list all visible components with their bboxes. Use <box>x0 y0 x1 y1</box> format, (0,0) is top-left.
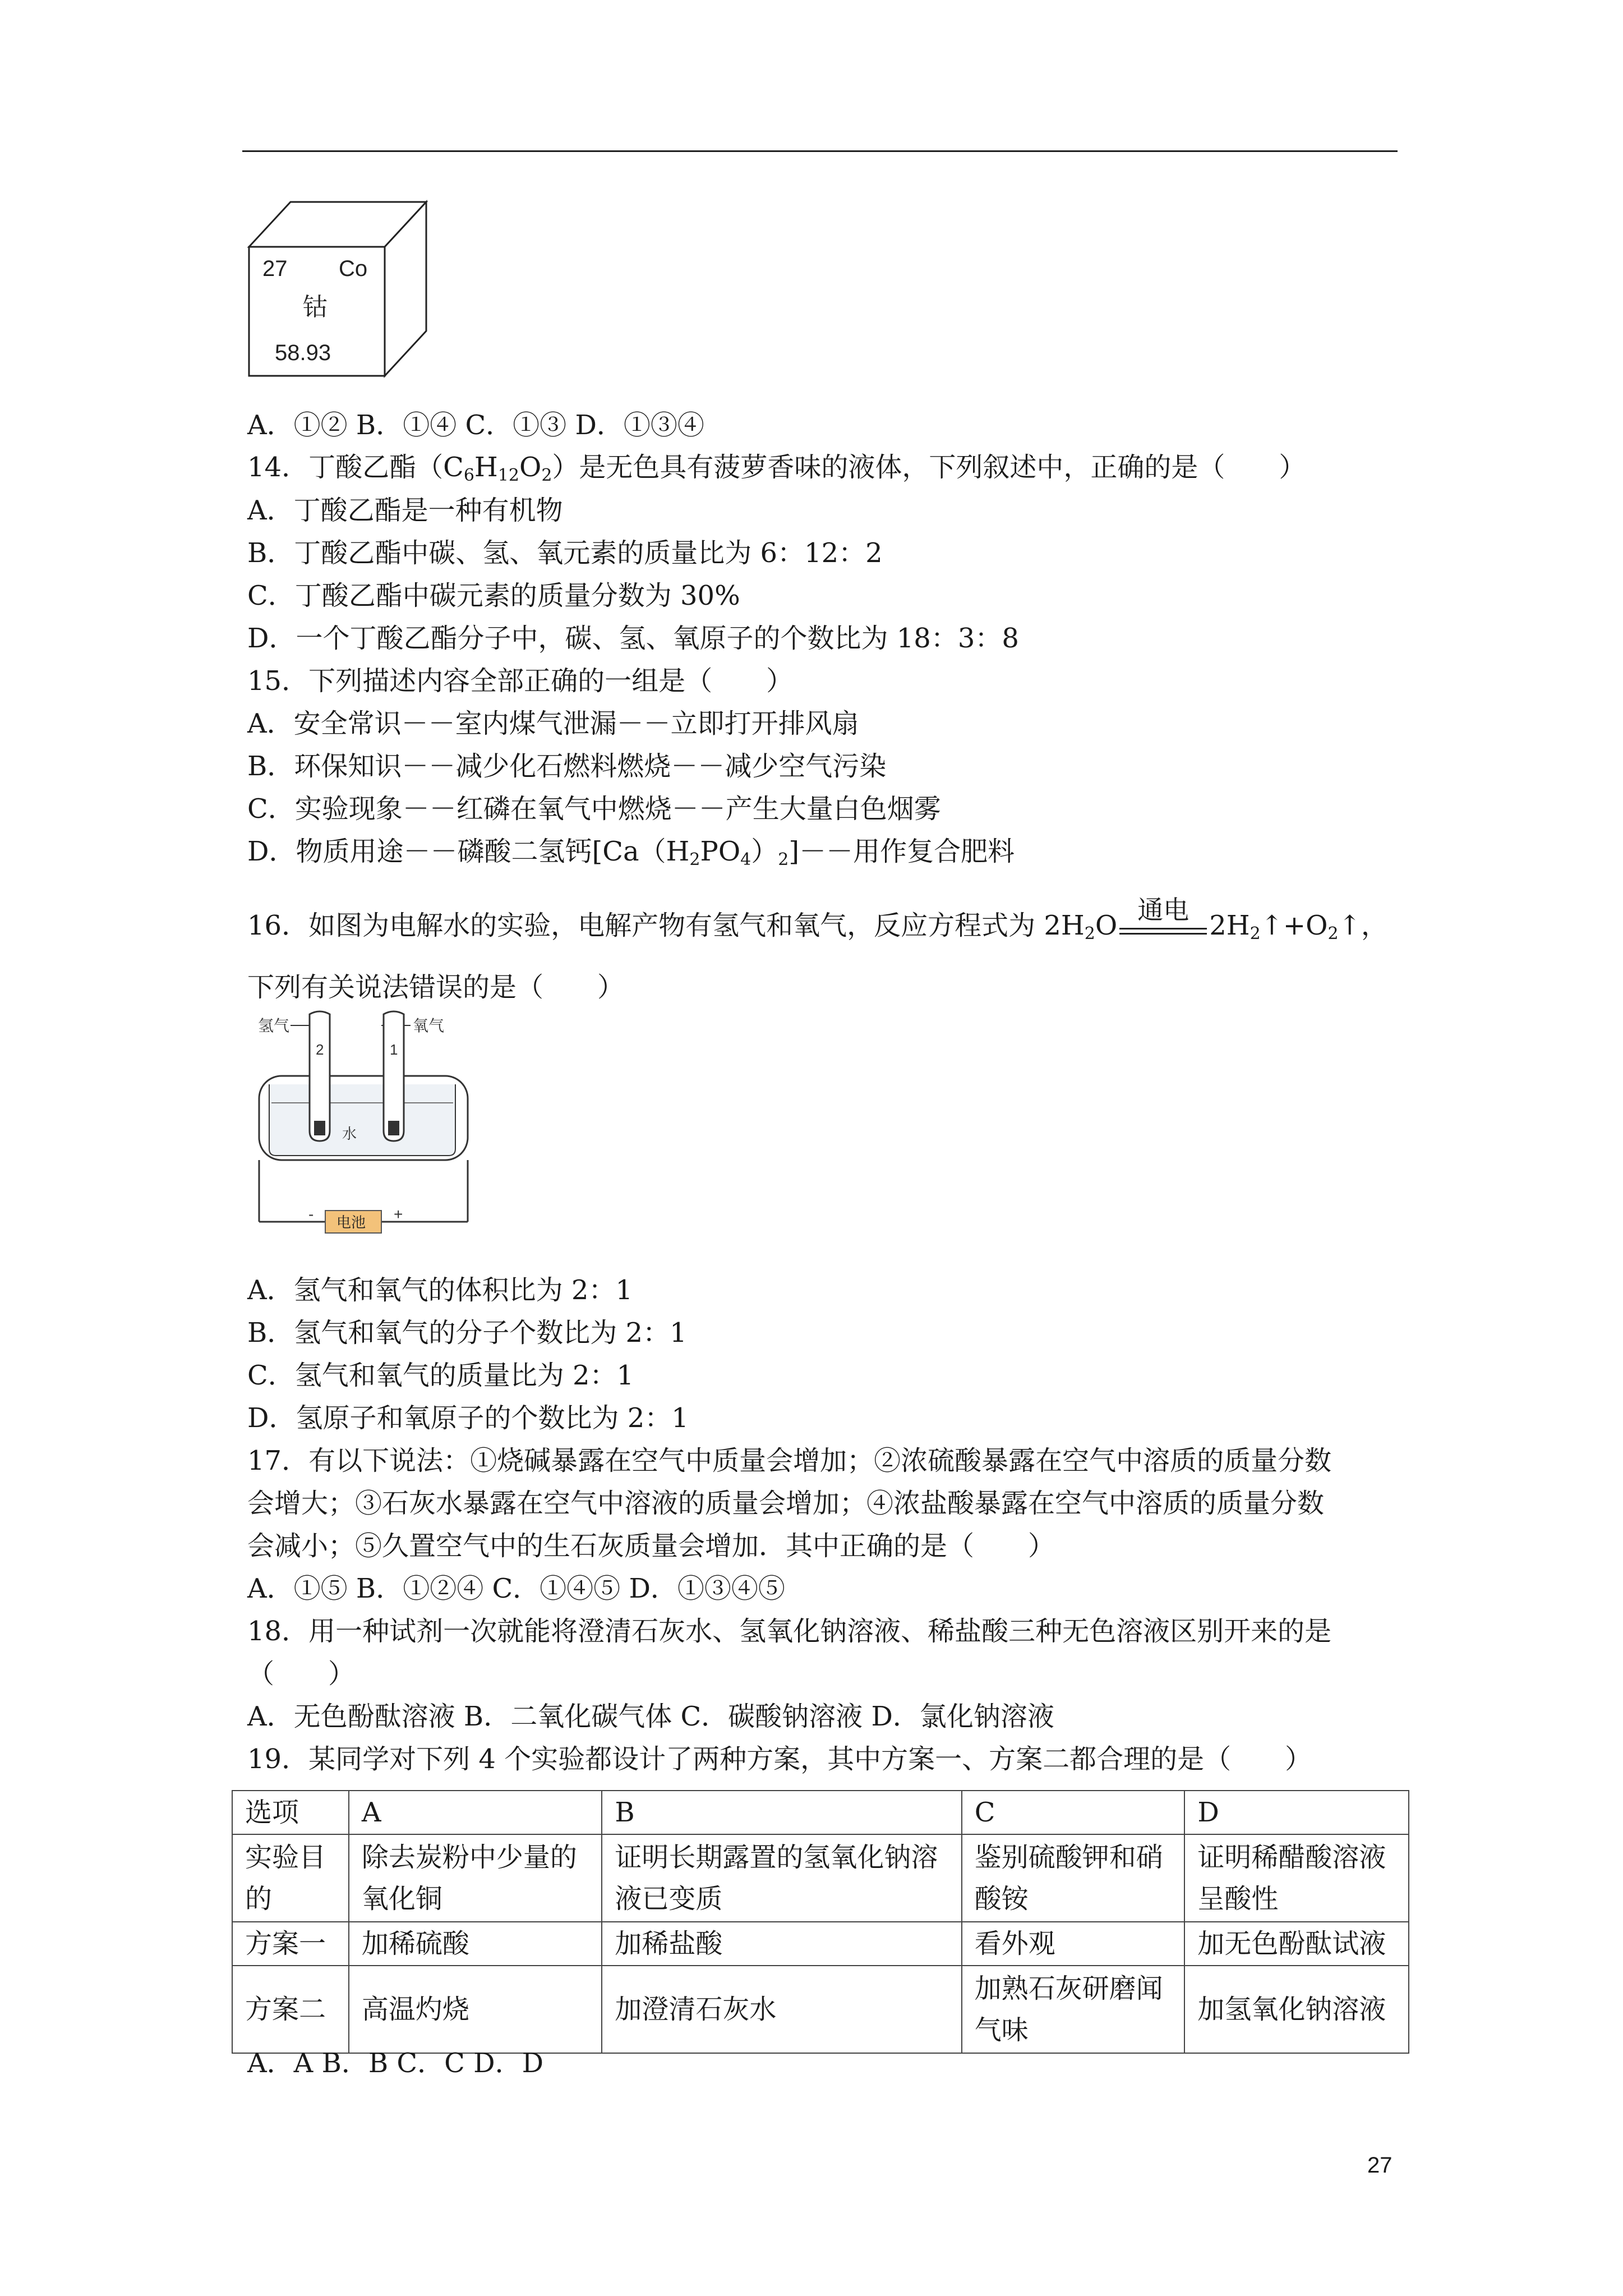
electrolysis-apparatus-figure <box>247 1009 478 1246</box>
q17-options: A．①⑤ B．①②④ C．①④⑤ D．①③④⑤ <box>247 1573 785 1604</box>
element-symbol: Co <box>339 256 368 281</box>
q18-line2: （ ） <box>247 1658 356 1690</box>
q15-option-b: B．环保知识－－减少化石燃料燃烧－－减少空气污染 <box>247 751 887 782</box>
table-cell: D <box>1184 1791 1409 1834</box>
table-cell: 证明长期露置的氢氧化钠溶液已变质 <box>602 1834 961 1922</box>
table-row <box>232 1791 1409 1834</box>
table-cell: 实验目的 <box>232 1834 349 1922</box>
q14-option-d: D．一个丁酸乙酯分子中，碳、氢、氧原子的个数比为 18：3：8 <box>247 623 1019 654</box>
q15-stem: 15．下列描述内容全部正确的一组是（ ） <box>247 665 794 697</box>
element-mass: 58.93 <box>275 341 331 365</box>
q16-stem-line2: 下列有关说法错误的是（ ） <box>247 972 625 1003</box>
header-rule <box>242 150 1398 152</box>
q17-line1: 17．有以下说法：①烧碱暴露在空气中质量会增加；②浓硫酸暴露在空气中溶质的质量分数 <box>247 1445 1332 1476</box>
svg-text:电池: 电池 <box>336 1214 366 1231</box>
svg-text:+: + <box>394 1205 403 1223</box>
table-cell: 看外观 <box>962 1922 1185 1966</box>
reaction-condition: 通电 <box>1119 914 1207 935</box>
q15-option-d: D．物质用途－－磷酸二氢钙$[Ca(H_2PO_4)_2]--$用作复合肥料 <box>247 836 1015 869</box>
q14-option-b: B．丁酸乙酯中碳、氢、氧元素的质量比为 6：12：2 <box>247 537 883 569</box>
q14-option-a: A．丁酸乙酯是一种有机物 <box>247 495 563 526</box>
q14-stem: 14．丁酸乙酯$(C_6H_{12}O_2)$是无色具有菠萝香味的液体，下列叙述中，正确的是（ ） <box>247 452 1306 485</box>
q18-line1: 18．用一种试剂一次就能将澄清石灰水、氢氧化钠溶液、稀盐酸三种无色溶液区别开来的是 <box>247 1616 1332 1647</box>
table-cell: 加无色酚酞试液 <box>1184 1922 1409 1966</box>
q19-table <box>232 1790 1409 2054</box>
q16-option-c: C．氢气和氧气的质量比为 2：1 <box>247 1360 634 1391</box>
table-cell: 证明稀醋酸溶液呈酸性 <box>1184 1834 1409 1922</box>
table-cell: 加稀盐酸 <box>602 1922 961 1966</box>
table-cell: 选项 <box>232 1791 349 1834</box>
table-cell: 加澄清石灰水 <box>602 1966 961 2053</box>
table-row <box>232 1834 1409 1922</box>
svg-text:氢气: 氢气 <box>258 1016 290 1035</box>
q15-option-c: C．实验现象－－红磷在氧气中燃烧－－产生大量白色烟雾 <box>247 793 941 825</box>
table-cell: 高温灼烧 <box>349 1966 602 2053</box>
page-number: 27 <box>1367 2153 1393 2178</box>
svg-text:1: 1 <box>390 1041 398 1058</box>
table-cell: 方案一 <box>232 1922 349 1966</box>
q14-option-c: C．丁酸乙酯中碳元素的质量分数为 30% <box>247 580 740 611</box>
q16-option-b: B．氢气和氧气的分子个数比为 2：1 <box>247 1317 687 1349</box>
q19-stem: 19．某同学对下列 4 个实验都设计了两种方案，其中方案一、方案二都合理的是（ ） <box>247 1743 1312 1775</box>
table-cell: 加熟石灰研磨闻气味 <box>962 1966 1185 2053</box>
svg-text:-: - <box>308 1205 314 1223</box>
table-cell: 除去炭粉中少量的氧化铜 <box>349 1834 602 1922</box>
q15-option-a: A．安全常识－－室内煤气泄漏－－立即打开排风扇 <box>247 708 859 739</box>
table-cell: A <box>349 1791 602 1834</box>
table-cell: 加氢氧化钠溶液 <box>1184 1966 1409 2053</box>
q19-options: A．A B．B C．C D．D <box>247 2047 544 2079</box>
element-name: 钴 <box>303 293 328 321</box>
q16-option-d: D．氢原子和氧原子的个数比为 2：1 <box>247 1402 689 1434</box>
svg-text:2: 2 <box>316 1041 324 1058</box>
table-row <box>232 1966 1409 2053</box>
element-number: 27 <box>262 256 288 281</box>
table-row <box>232 1922 1409 1966</box>
q18-options: A．无色酚酞溶液 B．二氧化碳气体 C．碳酸钠溶液 D．氯化钠溶液 <box>247 1701 1054 1732</box>
q17-line2: 会增大；③石灰水暴露在空气中溶液的质量会增加；④浓盐酸暴露在空气中溶质的质量分数 <box>247 1488 1325 1519</box>
svg-text:水: 水 <box>342 1126 357 1143</box>
q17-line3: 会减小；⑤久置空气中的生石灰质量会增加．其中正确的是（ ） <box>247 1530 1055 1562</box>
table-cell: B <box>602 1791 961 1834</box>
q16-stem: 16．如图为电解水的实验，电解产物有氢气和氧气，反应方程式为 $2H_2O$ 通电 $2H_2↑+O_2↑$， <box>247 895 1388 944</box>
cobalt-element-tile <box>247 197 433 380</box>
q13-options: A．①② B．①④ C．①③ D．①③④ <box>247 409 704 441</box>
table-cell: 鉴别硫酸钾和硝酸铵 <box>962 1834 1185 1922</box>
table-cell: C <box>962 1791 1185 1834</box>
table-cell: 加稀硫酸 <box>349 1922 602 1966</box>
table-cell: 方案二 <box>232 1966 349 2053</box>
svg-text:氧气: 氧气 <box>413 1016 445 1035</box>
q16-option-a: A．氢气和氧气的体积比为 2：1 <box>247 1274 633 1306</box>
